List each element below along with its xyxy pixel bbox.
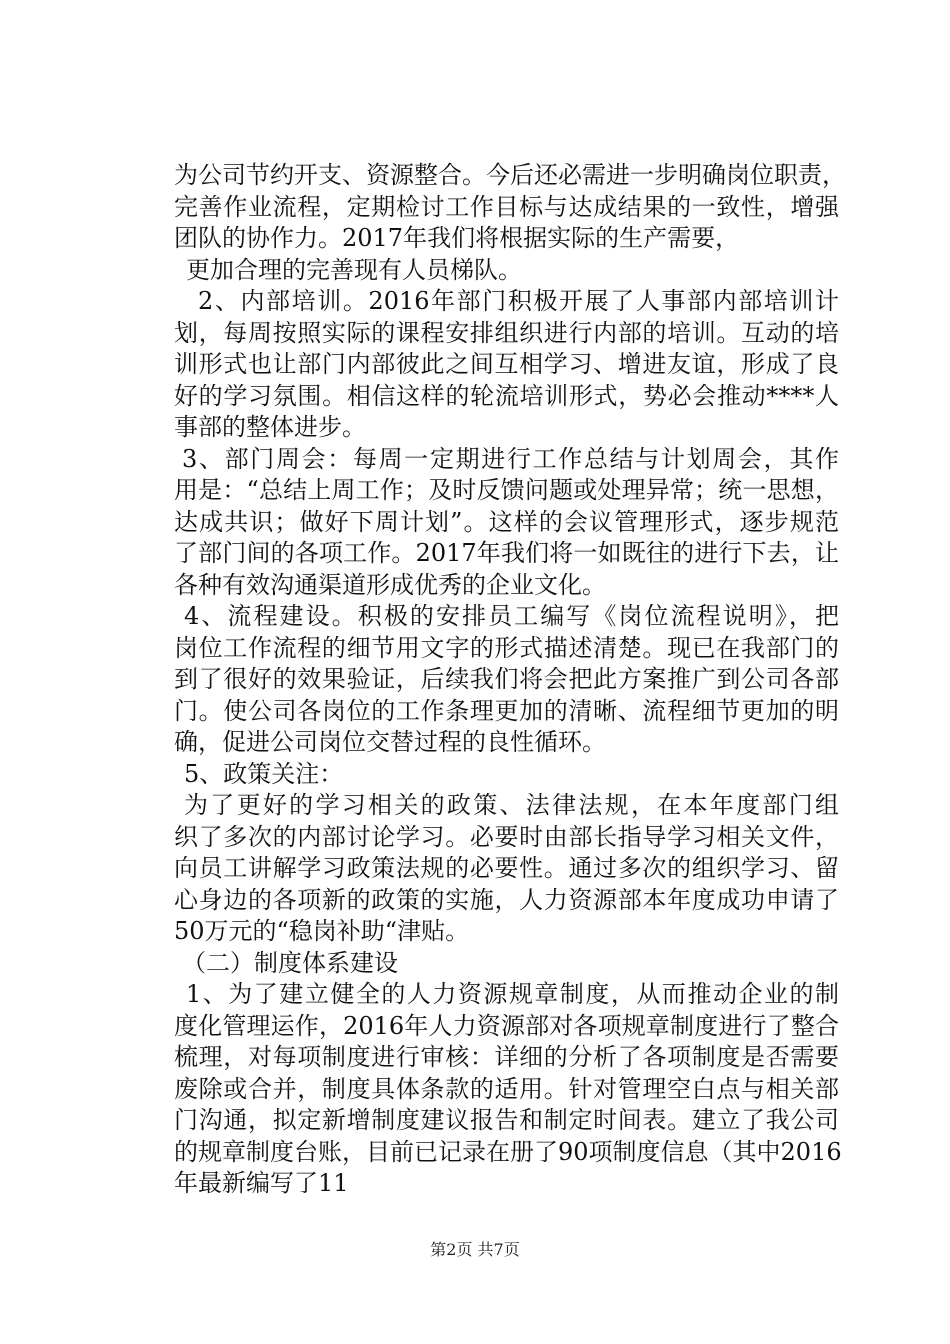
text-line: 向员工讲解学习政策法规的必要性。通过多次的组织学习、留 xyxy=(174,854,839,882)
text-line: 确，促进公司岗位交替过程的良性循环。 xyxy=(174,728,606,756)
text-line: 3、部门周会：每周一定期进行工作总结与计划周会，其作 xyxy=(182,444,839,473)
text-line: 训形式也让部门内部彼此之间互相学习、增进友谊，形成了良 xyxy=(174,350,839,378)
text-line: 好的学习氛围。相信这样的轮流培训形式，势必会推动****人 xyxy=(174,381,839,410)
text-line: 年最新编写了11 xyxy=(174,1169,349,1197)
text-line: 各种有效沟通渠道形成优秀的企业文化。 xyxy=(174,570,606,599)
text-line: 1、为了建立健全的人力资源规章制度，从而推动企业的制 xyxy=(186,980,839,1008)
text-line: 废除或合并，制度具体条款的适用。针对管理空白点与相关部 xyxy=(174,1074,839,1103)
text-line: 用是：“总结上周工作；及时反馈问题或处理异常；统一思想， xyxy=(174,476,839,504)
text-line: 5、政策关注： xyxy=(184,759,344,788)
text-line: 心身边的各项新的政策的实施，人力资源部本年度成功申请了 xyxy=(174,885,839,914)
text-line: 梳理，对每项制度进行审核：详细的分析了各项制度是否需要 xyxy=(174,1043,839,1071)
text-line: 到了很好的效果验证，后续我们将会把此方案推广到公司各部 xyxy=(174,665,839,693)
text-line: 事部的整体进步。 xyxy=(174,413,366,441)
text-line: 门沟通，拟定新增制度建议报告和制定时间表。建立了我公司 xyxy=(174,1106,839,1134)
text-line: 达成共识；做好下周计划”。这样的会议管理形式，逐步规范 xyxy=(174,507,839,536)
text-line: （二）制度体系建设 xyxy=(182,948,398,977)
text-line: 为了更好的学习相关的政策、法律法规，在本年度部门组 xyxy=(184,791,839,819)
text-line: 度化管理运作，2016年人力资源部对各项规章制度进行了整合 xyxy=(174,1011,839,1040)
text-line: 更加合理的完善现有人员梯队。 xyxy=(186,255,522,284)
text-line: 划，每周按照实际的课程安排组织进行内部的培训。互动的培 xyxy=(174,318,839,347)
text-line: 为公司节约开支、资源整合。今后还必需进一步明确岗位职责， xyxy=(174,161,846,189)
text-line: 2、内部培训。2016年部门积极开展了人事部内部培训计 xyxy=(198,287,839,315)
text-line: 了部门间的各项工作。2017年我们将一如既往的进行下去，让 xyxy=(174,539,839,567)
page-footer: 第2页 共7页 xyxy=(430,1240,520,1259)
text-line: 团队的协作力。2017年我们将根据实际的生产需要， xyxy=(174,224,740,252)
document-body xyxy=(174,160,846,1200)
text-line: 50万元的“稳岗补助“津贴。 xyxy=(174,917,470,945)
text-line: 的规章制度台账，目前已记录在册了90项制度信息（其中2016 xyxy=(174,1137,842,1166)
text-line: 4、流程建设。积极的安排员工编写《岗位流程说明》，把 xyxy=(184,602,839,630)
text-line: 织了多次的内部讨论学习。必要时由部长指导学习相关文件， xyxy=(174,822,839,851)
text-line: 完善作业流程，定期检讨工作目标与达成结果的一致性，增强 xyxy=(174,192,839,221)
text-line: 门。使公司各岗位的工作条理更加的清晰、流程细节更加的明 xyxy=(174,696,839,725)
text-line: 岗位工作流程的细节用文字的形式描述清楚。现已在我部门的 xyxy=(174,633,839,662)
